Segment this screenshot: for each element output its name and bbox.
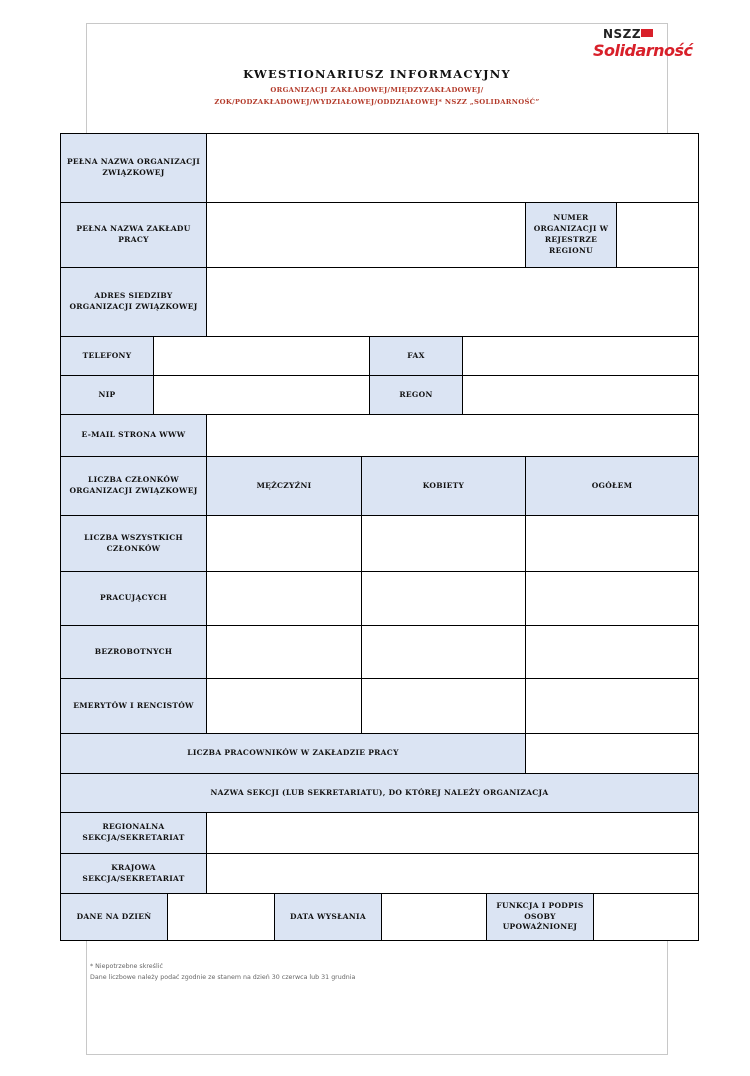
field-full-name-org[interactable] bbox=[206, 133, 699, 203]
field-full-name-workplace[interactable] bbox=[206, 202, 526, 268]
form-title: KWESTIONARIUSZ INFORMACYJNY bbox=[243, 67, 511, 81]
label-full-name-workplace: PEŁNA NAZWA ZAKŁADU PRACY bbox=[60, 202, 207, 268]
field-retirees-total[interactable] bbox=[525, 678, 699, 734]
column-men: MĘŻCZYŹNI bbox=[206, 456, 362, 516]
field-data-as-of[interactable] bbox=[167, 893, 275, 941]
label-unemployed: BEZROBOTNYCH bbox=[60, 625, 207, 679]
footnotes bbox=[90, 962, 355, 983]
field-retirees-men[interactable] bbox=[206, 678, 362, 734]
label-fax: FAX bbox=[369, 336, 463, 376]
field-unemployed-total[interactable] bbox=[525, 625, 699, 679]
label-org-number: NUMER ORGANIZACJI W REJESTRZE REGIONU bbox=[525, 202, 617, 268]
label-all-members: LICZBA WSZYSTKICH CZŁONKÓW bbox=[60, 515, 207, 572]
field-unemployed-women[interactable] bbox=[361, 625, 526, 679]
solidarnosc-logo bbox=[593, 27, 693, 67]
label-national-section: KRAJOWA SEKCJA/SEKRETARIAT bbox=[60, 853, 207, 894]
field-unemployed-men[interactable] bbox=[206, 625, 362, 679]
label-sent-date: DATA WYSŁANIA bbox=[274, 893, 382, 941]
field-address[interactable] bbox=[206, 267, 699, 337]
field-all-members-total[interactable] bbox=[525, 515, 699, 572]
field-working-men[interactable] bbox=[206, 571, 362, 626]
field-working-total[interactable] bbox=[525, 571, 699, 626]
label-regon: REGON bbox=[369, 375, 463, 415]
label-retirees: EMERYTÓW I RENCISTÓW bbox=[60, 678, 207, 734]
logo-top-text: NSZZ bbox=[603, 27, 642, 41]
field-employees-count[interactable] bbox=[525, 733, 699, 774]
label-regional-section: REGIONALNA SEKCJA/SEKRETARIAT bbox=[60, 812, 207, 854]
form-subtitle-2: ZOK/PODZAKŁADOWEJ/WYDZIAŁOWEJ/ODDZIAŁOWEJ* NSZZ „SOLIDARNOŚĆ” bbox=[214, 98, 540, 106]
footnote-data-date: Dane liczbowe należy podać zgodnie ze stanem na dzień 30 czerwca lub 31 grudnia bbox=[90, 973, 356, 981]
label-phones: TELEFONY bbox=[60, 336, 154, 376]
label-nip: NIP bbox=[60, 375, 154, 415]
field-phones[interactable] bbox=[153, 336, 370, 376]
field-sent-date[interactable] bbox=[381, 893, 487, 941]
label-data-as-of: DANE NA DZIEŃ bbox=[60, 893, 168, 941]
field-retirees-women[interactable] bbox=[361, 678, 526, 734]
label-email-www: E-MAIL STRONA WWW bbox=[60, 414, 207, 457]
field-all-members-women[interactable] bbox=[361, 515, 526, 572]
label-members-count: LICZBA CZŁONKÓW ORGANIZACJI ZWIĄZKOWEJ bbox=[60, 456, 207, 516]
label-working: PRACUJĄCYCH bbox=[60, 571, 207, 626]
field-email-www[interactable] bbox=[206, 414, 699, 457]
field-signature[interactable] bbox=[593, 893, 699, 941]
column-total: OGÓŁEM bbox=[525, 456, 699, 516]
field-working-women[interactable] bbox=[361, 571, 526, 626]
label-full-name-org: PEŁNA NAZWA ORGANIZACJI ZWIĄZKOWEJ bbox=[60, 133, 207, 203]
column-women: KOBIETY bbox=[361, 456, 526, 516]
field-fax[interactable] bbox=[462, 336, 699, 376]
label-section-name: NAZWA SEKCJI (LUB SEKRETARIATU), DO KTÓREJ NALEŻY ORGANIZACJA bbox=[60, 773, 699, 813]
logo-flag-icon bbox=[641, 29, 653, 37]
label-signature: FUNKCJA I PODPIS OSOBY UPOWAŻNIONEJ bbox=[486, 893, 594, 941]
form-subtitle-1: ORGANIZACJI ZAKŁADOWEJ/MIĘDZYZAKŁADOWEJ/ bbox=[270, 86, 484, 94]
field-regon[interactable] bbox=[462, 375, 699, 415]
label-employees-count: LICZBA PRACOWNIKÓW W ZAKŁADZIE PRACY bbox=[60, 733, 526, 774]
field-regional-section[interactable] bbox=[206, 812, 699, 854]
field-nip[interactable] bbox=[153, 375, 370, 415]
footnote-strike: * Niepotrzebne skreślić bbox=[90, 963, 163, 970]
logo-bottom-text: Solidarność bbox=[593, 41, 693, 60]
field-org-number[interactable] bbox=[616, 202, 699, 268]
field-all-members-men[interactable] bbox=[206, 515, 362, 572]
label-address: ADRES SIEDZIBY ORGANIZACJI ZWIĄZKOWEJ bbox=[60, 267, 207, 337]
field-national-section[interactable] bbox=[206, 853, 699, 894]
